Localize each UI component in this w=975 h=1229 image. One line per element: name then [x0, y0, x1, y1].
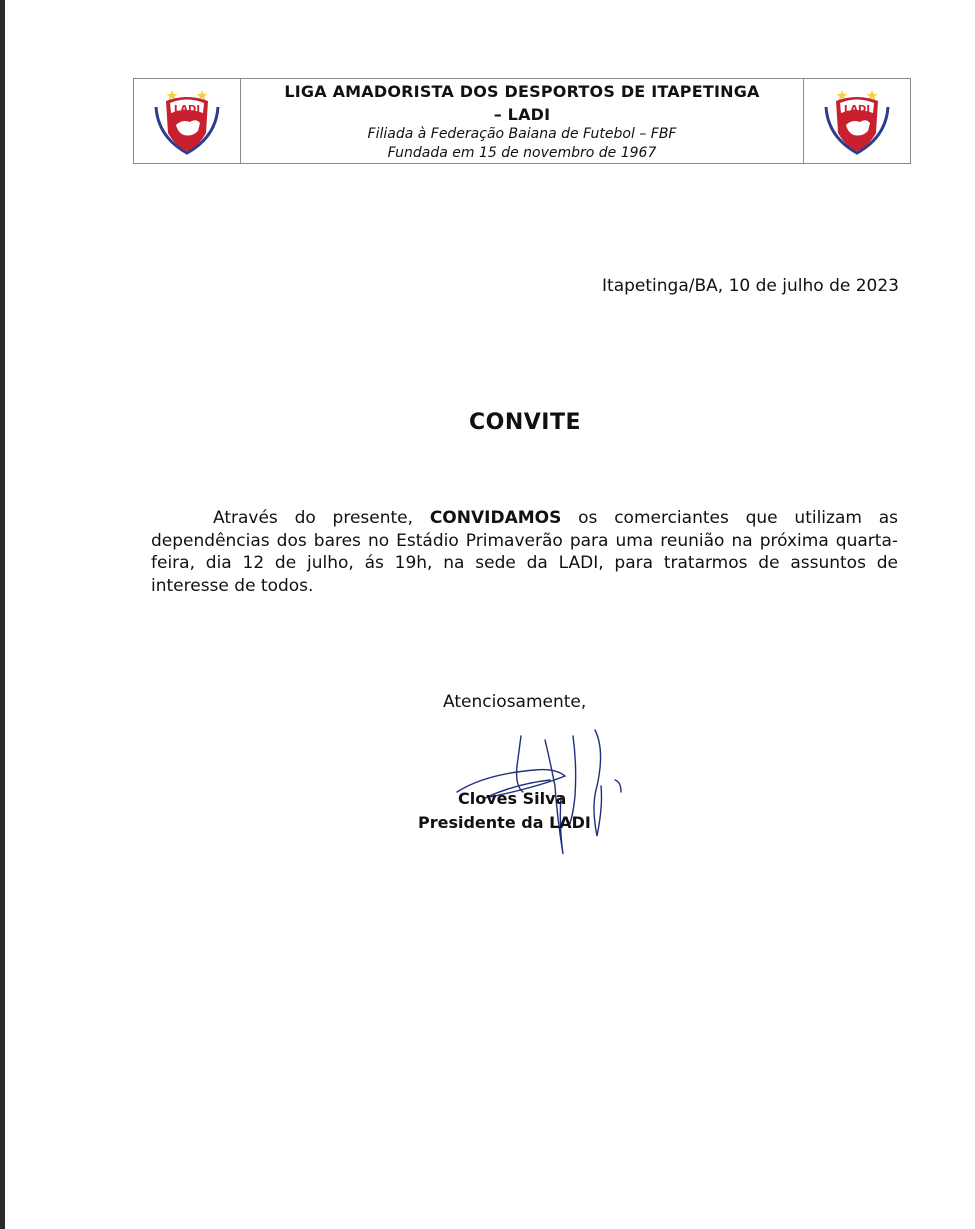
letterhead-text: [240, 79, 804, 163]
org-name-line2: – LADI: [493, 105, 551, 124]
ladi-logo-left: [152, 85, 222, 157]
body-rest: os comerciantes que utilizam as dependências dos bares no Estádio Primaverão para uma reunião na próxima quarta-feira, dia 12 de julho, ás 19h, na sede da LADI, para tratarmos de assuntos de interesse de todos.: [151, 508, 898, 596]
document-title: CONVITE: [468, 410, 581, 435]
closing: Atenciosamente,: [443, 692, 587, 712]
body-intro: Através do presente,: [213, 508, 430, 528]
logo-text: LADI: [843, 104, 871, 115]
body-paragraph: [151, 507, 898, 597]
logo-cell-right: [803, 79, 910, 163]
org-name-line1: LIGA AMADORISTA DOS DESPORTOS DE ITAPETINGA: [284, 82, 760, 101]
letterhead: [133, 78, 911, 164]
logo-text: LADI: [173, 104, 201, 115]
date-line: Itapetinga/BA, 10 de julho de 2023: [602, 276, 899, 296]
affiliation: Filiada à Federação Baiana de Futebol – FBF: [367, 126, 677, 142]
founded-date: Fundada em 15 de novembro de 1967: [387, 145, 657, 161]
logo-cell-left: [134, 79, 241, 163]
ladi-logo-right: [822, 85, 892, 157]
signer-name: Cloves Silva: [458, 789, 567, 808]
page-edge: [0, 0, 5, 1229]
body-emphasis: CONVIDAMOS: [429, 508, 562, 528]
signer-role: Presidente da LADI: [418, 813, 591, 832]
